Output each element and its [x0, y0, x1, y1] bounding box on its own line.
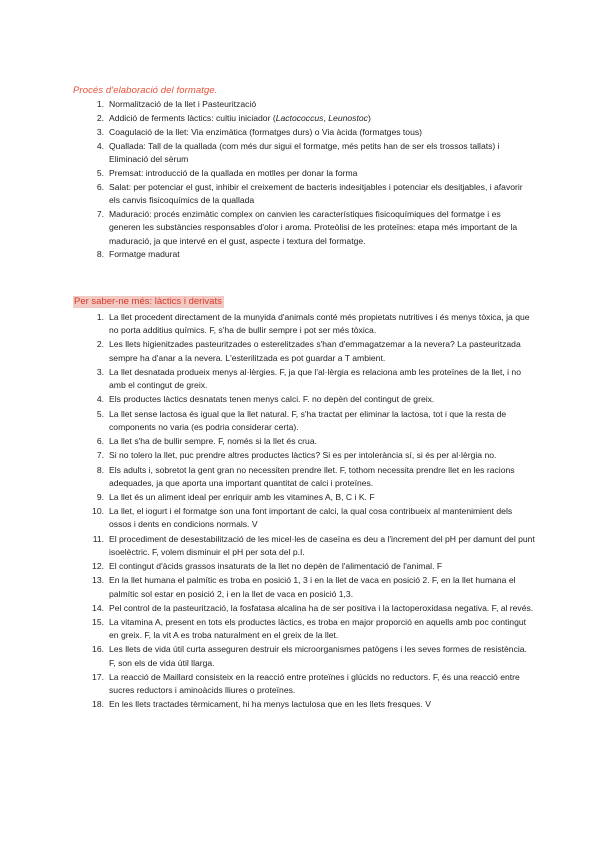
- list-item: [90, 248, 530, 261]
- list-item: [90, 98, 530, 111]
- item-number: 7.: [96, 450, 104, 461]
- list-item: [90, 464, 535, 491]
- dairy-quiz-list: [90, 311, 535, 713]
- item-text: Els productes làctics desnatats tenen menys calci. F. no depèn del contingut de greix.: [109, 394, 435, 405]
- list-item: [90, 698, 535, 711]
- item-text: La llet sense lactosa és igual que la llet natural. F, s'ha tractat per eliminar la lactosa, tot i que la resta de components no varia (es podria considerar certa).: [109, 408, 507, 432]
- list-item: [90, 574, 535, 601]
- species-name: Leunostoc: [328, 112, 368, 123]
- item-text: Les llets higienitzades pasteuritzades o esterelitzades s'han d'emmagatzemar a la nevera? La pasteuritzada sempre ha d'anar a la nevera. L'esterilitzada es pot guardar a T ambient.: [109, 339, 521, 363]
- section-title-dairy-quiz: Per saber-ne més: làctics i derivats: [74, 296, 222, 307]
- item-text: Quallada: Tall de la quallada (com més dur sigui el formatge, més petits han de ser els trossos tallats) i Eliminació del sèrum: [109, 140, 500, 164]
- item-text: La llet és un aliment ideal per enriquir amb les vitamines A, B, C i K. F: [109, 491, 375, 502]
- list-item: [90, 435, 535, 448]
- list-item: [90, 338, 535, 365]
- list-item: [90, 393, 535, 406]
- item-text: [109, 112, 530, 125]
- list-item: [90, 366, 535, 393]
- item-text: En les llets tractades tèrmicament, hi ha menys lactulosa que en les llets fresques. V: [109, 699, 431, 710]
- list-item: [90, 181, 530, 208]
- item-number: 15.: [92, 617, 104, 627]
- item-number: 4.: [96, 140, 104, 151]
- list-item: [90, 671, 535, 698]
- item-text: Pel control de la pasteurització, la fosfatasa alcalina ha de ser positiva i la lactoperoxidasa negativa. F, al revés.: [109, 602, 534, 613]
- item-number: 9.: [96, 491, 104, 502]
- item-text: Premsat: introducció de la quallada en motlles per donar la forma: [109, 167, 358, 178]
- list-item: [90, 505, 535, 532]
- item-number: 6.: [96, 181, 104, 192]
- item-text: Si no tolero la llet, puc prendre altres productes làctics? Si es per intolerància sí, si és per al·lèrgia no.: [109, 450, 497, 461]
- item-text-part: Addició de ferments làctics: cultiu iniciador (: [109, 112, 276, 123]
- list-item: [90, 140, 530, 167]
- item-text-part: ): [367, 112, 371, 123]
- list-item: [90, 616, 535, 643]
- list-item: [90, 533, 535, 560]
- list-item: [90, 126, 530, 139]
- list-item: [90, 167, 530, 180]
- list-item: [90, 408, 535, 435]
- item-number: 1.: [96, 312, 104, 322]
- item-number: 14.: [92, 602, 104, 613]
- item-text: La llet, el iogurt i el formatge son una font important de calci, la qual cosa contribueix al mantenimient dels ossos i dents en condicions normals. V: [109, 506, 513, 530]
- item-text: La vitamina A, present en tots els productes làctics, es troba en major proporció en aquells amb poc contingut en greix. F, la vit A es troba naturalment en el greix de la llet.: [109, 617, 527, 641]
- list-item: [90, 208, 530, 248]
- item-number: 17.: [92, 671, 104, 682]
- item-text: En la llet humana el palmític es troba en posició 1, 3 i en la llet de vaca en posició 2. F, en la llet humana el palmític sol estar en posició 2, i en la llet de vaca en posició 1,3.: [109, 575, 516, 599]
- item-text: Formatge madurat: [109, 249, 180, 260]
- species-name: Lactococcus: [275, 112, 324, 123]
- item-number: 2.: [96, 112, 104, 123]
- item-number: 13.: [92, 575, 104, 586]
- item-number: 1.: [96, 99, 104, 109]
- item-number: 10.: [92, 506, 104, 517]
- item-text: Les llets de vida útil curta asseguren destruir els microorganismes patògens i les seves formes de resistència. F, son els de vida útil llarga.: [109, 644, 527, 668]
- item-number: 8.: [96, 249, 104, 260]
- item-number: 16.: [92, 644, 104, 655]
- list-item: [90, 112, 530, 125]
- item-text: Salat: per potenciar el gust, inhibir el creixement de bacteris indesitjables i potenciar els desitjables, i afavorir els canvis fisicoquímics de la quallada: [109, 181, 523, 206]
- item-number: 11.: [92, 533, 104, 544]
- item-number: 3.: [96, 126, 104, 137]
- item-text: Maduració: procés enzimàtic complex on canvien les característiques fisicoquímiques del formatge i es generen les substàncies responsables d'olor i aroma. Proteòlisi de les proteïnes: etapa més important de la maduració, ja que intervé en el gust, aspecte i textura del formatge.: [109, 208, 518, 246]
- item-number: 6.: [96, 436, 104, 447]
- item-text: Els adults i, sobretot la gent gran no necessiten prendre llet. F, tothom necessita prendre llet en les racions adequades, ja que aporta una important quantitat de calci i proteïnes.: [109, 464, 515, 488]
- list-item: [90, 560, 535, 573]
- list-item: [90, 311, 535, 338]
- item-number: 5.: [96, 167, 104, 178]
- item-number: 3.: [96, 366, 104, 377]
- list-item: [90, 449, 535, 462]
- item-text: Normalització de la llet i Pasteurització: [109, 99, 257, 109]
- item-text: Coagulació de la llet: Via enzimàtica (formatges durs) o Via àcida (formatges tous): [109, 126, 423, 137]
- item-number: 7.: [96, 208, 104, 219]
- item-text: El contingut d'àcids grassos insaturats de la llet no depèn de l'alimentació de l'animal. F: [109, 561, 443, 572]
- item-number: 4.: [96, 394, 104, 405]
- item-text: La reacció de Maillard consisteix en la reacció entre proteïnes i glúcids no reductors. F, és una reacció entre sucres reductors i aminoàcids lliures o proteïnes.: [109, 671, 520, 696]
- list-item: [90, 602, 535, 615]
- item-text: La llet s'ha de bullir sempre. F, només si la llet és crua.: [109, 436, 317, 447]
- item-number: 2.: [96, 339, 104, 350]
- item-text: La llet desnatada produeix menys al·lèrgies. F, ja que l'al·lèrgia es relaciona amb les proteïnes de la llet, i no amb el contingut de greix.: [109, 366, 521, 391]
- list-item: [90, 643, 535, 670]
- list-item: [90, 491, 535, 504]
- item-text: La llet procedent directament de la munyida d'animals conté més propietats nutritives i és menys tòxica, ja que no porta additius químics. F, s'ha de bullir sempre i pot ser més tòxica.: [109, 312, 530, 336]
- cheese-process-list: [90, 98, 530, 262]
- item-number: 8.: [96, 464, 104, 475]
- item-number: 12.: [92, 561, 104, 572]
- item-text-part: ,: [323, 112, 329, 123]
- item-text: El procediment de desestabilització de les micel·les de caseïna es deu a l'increment del pH per damunt del punt isoelèctric. F, volem disminuir el pH per sota del p.I.: [109, 533, 535, 557]
- item-number: 18.: [92, 699, 104, 710]
- item-number: 5.: [96, 408, 104, 419]
- section-title-cheese-process: Procés d'elaboració del formatge.: [73, 85, 218, 96]
